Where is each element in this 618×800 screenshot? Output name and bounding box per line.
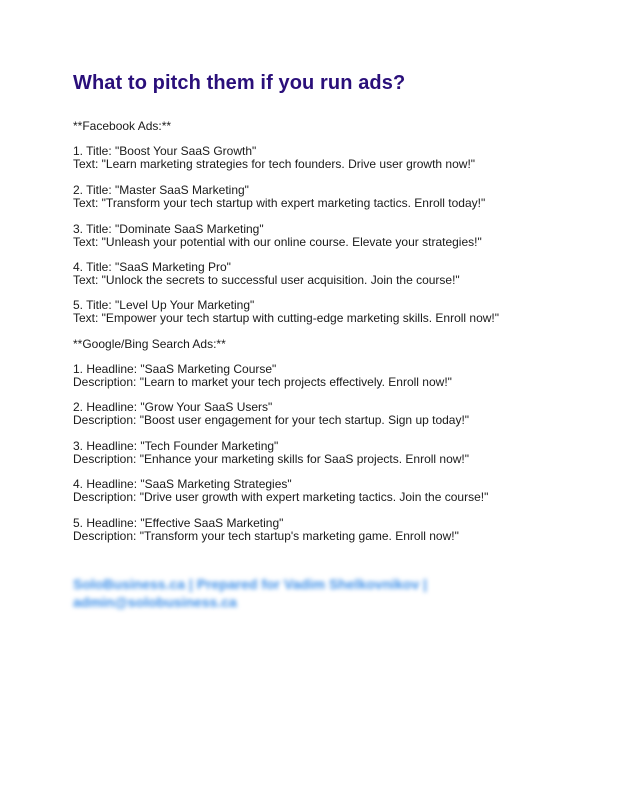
search-ad-4-headline: 4. Headline: "SaaS Marketing Strategies"	[73, 477, 292, 491]
page-title: What to pitch them if you run ads?	[73, 72, 406, 94]
facebook-ad-2-text: Text: "Transform your tech startup with expert marketing tactics. Enroll today!"	[73, 196, 486, 210]
footer-line-1: SoloBusiness.ca | Prepared for Vadim Shelkovnikov |	[73, 576, 428, 592]
search-ad-2-description: Description: "Boost user engagement for your tech startup. Sign up today!"	[73, 413, 470, 427]
facebook-ad-4-text: Text: "Unlock the secrets to successful user acquisition. Join the course!"	[73, 273, 460, 287]
facebook-ad-5-title: 5. Title: "Level Up Your Marketing"	[73, 298, 255, 312]
search-ad-3-description: Description: "Enhance your marketing skills for SaaS projects. Enroll now!"	[73, 452, 470, 466]
footer-credit	[73, 575, 427, 611]
search-ad-1-headline: 1. Headline: "SaaS Marketing Course"	[73, 362, 277, 376]
search-ad-2-headline: 2. Headline: "Grow Your SaaS Users"	[73, 400, 273, 414]
facebook-ad-2-title: 2. Title: "Master SaaS Marketing"	[73, 183, 249, 197]
search-ad-3-headline: 3. Headline: "Tech Founder Marketing"	[73, 439, 279, 453]
search-ad-1-description: Description: "Learn to market your tech projects effectively. Enroll now!"	[73, 375, 452, 389]
search-ad-5-headline: 5. Headline: "Effective SaaS Marketing"	[73, 516, 284, 530]
facebook-ad-3-title: 3. Title: "Dominate SaaS Marketing"	[73, 222, 264, 236]
facebook-ad-1-title: 1. Title: "Boost Your SaaS Growth"	[73, 144, 257, 158]
search-ads-heading: **Google/Bing Search Ads:**	[73, 337, 226, 351]
facebook-ad-3-text: Text: "Unleash your potential with our online course. Elevate your strategies!"	[73, 235, 482, 249]
facebook-ads-heading: **Facebook Ads:**	[73, 119, 172, 133]
search-ad-5-description: Description: "Transform your tech startup's marketing game. Enroll now!"	[73, 529, 459, 543]
facebook-ad-1-text: Text: "Learn marketing strategies for tech founders. Drive user growth now!"	[73, 157, 476, 171]
facebook-ad-5-text: Text: "Empower your tech startup with cutting-edge marketing skills. Enroll now!"	[73, 311, 500, 325]
footer-line-2: admin@solobusiness.ca	[73, 594, 237, 610]
search-ad-4-description: Description: "Drive user growth with expert marketing tactics. Join the course!"	[73, 490, 489, 504]
facebook-ad-4-title: 4. Title: "SaaS Marketing Pro"	[73, 260, 231, 274]
